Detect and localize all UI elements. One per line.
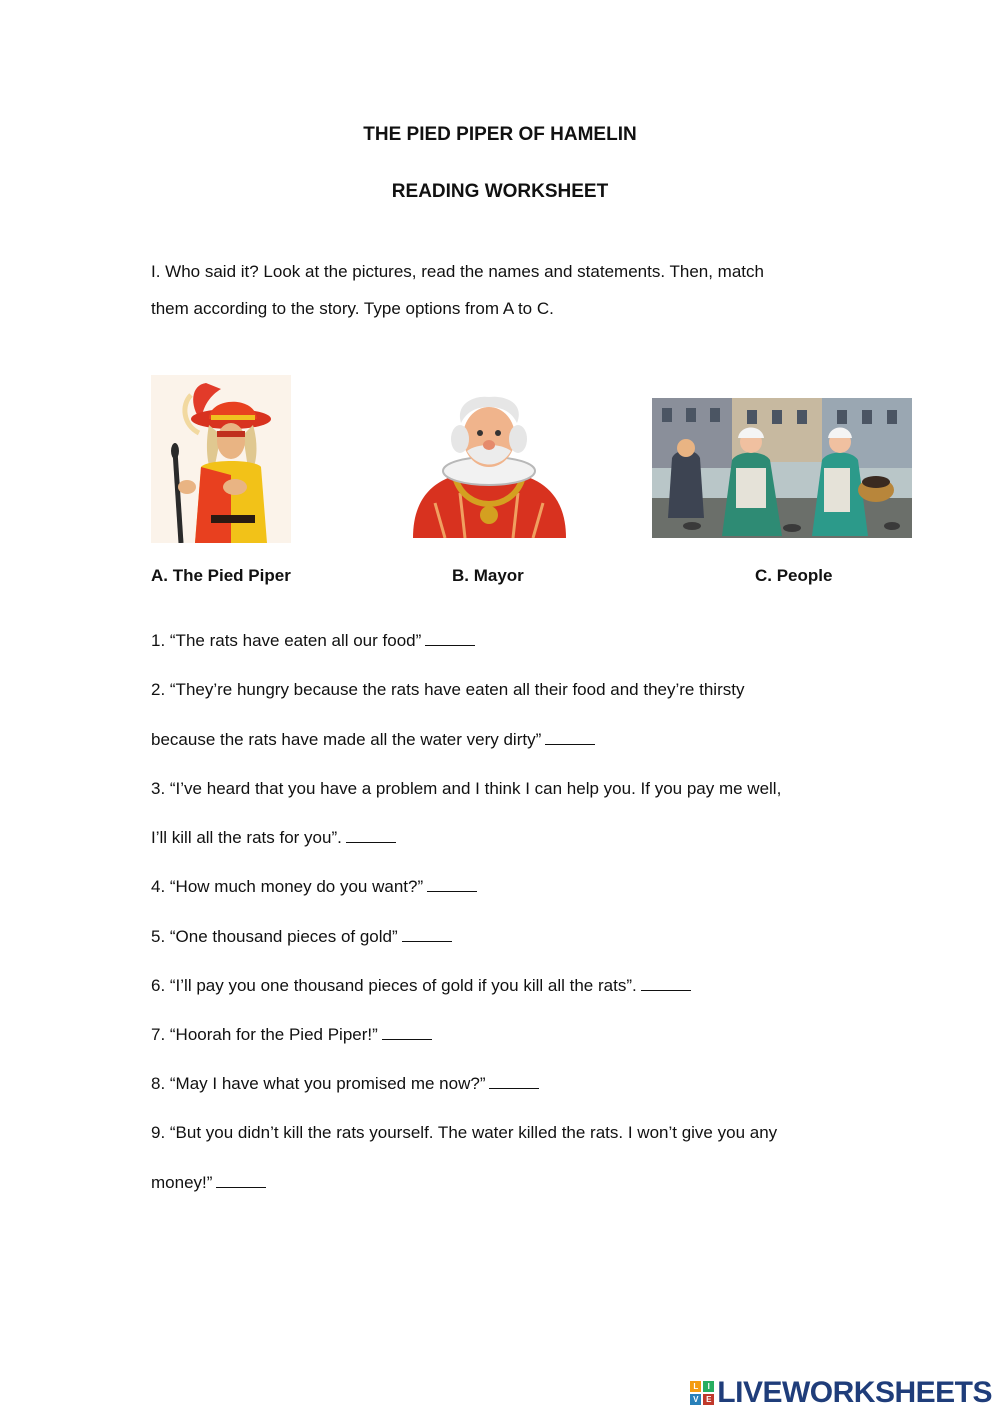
answer-blank-3[interactable]	[346, 828, 396, 843]
question-3-line-1: 3. “I’ve heard that you have a problem and I think I can help you. If you pay me well,	[151, 779, 782, 798]
label-people: C. People	[755, 566, 833, 585]
question-4-text: 4. “How much money do you want?”	[151, 877, 424, 896]
question-1-text: 1. “The rats have eaten all our food”	[151, 631, 422, 650]
label-pied-piper: A. The Pied Piper	[151, 566, 291, 585]
answer-blank-7[interactable]	[382, 1025, 432, 1040]
question-9-text: money!”	[151, 1173, 213, 1192]
label-mayor: B. Mayor	[452, 566, 524, 585]
mayor-picture	[405, 393, 574, 538]
badge-letter: E	[703, 1394, 714, 1405]
question-5-text: 5. “One thousand pieces of gold”	[151, 927, 398, 946]
answer-blank-6[interactable]	[641, 976, 691, 991]
logo-badge-icon	[690, 1381, 714, 1405]
question-6-text: 6. “I’ll pay you one thousand pieces of gold if you kill all the rats”.	[151, 976, 637, 995]
badge-letter: V	[690, 1394, 701, 1405]
question-4	[151, 876, 477, 898]
question-7-text: 7. “Hoorah for the Pied Piper!”	[151, 1025, 378, 1044]
question-6	[151, 975, 691, 997]
question-3-text: I’ll kill all the rats for you”.	[151, 828, 342, 847]
question-5	[151, 926, 452, 948]
instructions-line-1: I. Who said it? Look at the pictures, read the names and statements. Then, match	[151, 262, 764, 281]
question-8	[151, 1073, 539, 1095]
pied-piper-picture	[151, 375, 291, 543]
badge-letter: I	[703, 1381, 714, 1392]
answer-blank-1[interactable]	[425, 631, 475, 646]
liveworksheets-logo[interactable]	[690, 1376, 992, 1410]
question-7	[151, 1024, 432, 1046]
answer-blank-5[interactable]	[402, 927, 452, 942]
townspeople-picture	[652, 398, 912, 538]
question-1	[151, 630, 475, 652]
question-9-line-2	[151, 1172, 266, 1194]
page-title: THE PIED PIPER OF HAMELIN	[363, 124, 637, 145]
question-2-line-1: 2. “They’re hungry because the rats have eaten all their food and they’re thirsty	[151, 680, 745, 699]
answer-blank-8[interactable]	[489, 1074, 539, 1089]
answer-blank-4[interactable]	[427, 877, 477, 892]
answer-blank-9[interactable]	[216, 1173, 266, 1188]
page-subtitle: READING WORKSHEET	[391, 181, 609, 202]
question-8-text: 8. “May I have what you promised me now?”	[151, 1074, 486, 1093]
question-2-line-2	[151, 729, 595, 751]
logo-text: LIVEWORKSHEETS	[717, 1376, 992, 1409]
answer-blank-2[interactable]	[545, 730, 595, 745]
question-9-line-1: 9. “But you didn’t kill the rats yourself. The water killed the rats. I won’t give you any	[151, 1123, 778, 1142]
badge-letter: L	[690, 1381, 701, 1392]
question-3-line-2	[151, 827, 396, 849]
instructions-line-2: them according to the story. Type options from A to C.	[151, 299, 554, 318]
question-2-text: because the rats have made all the water very dirty”	[151, 730, 542, 749]
